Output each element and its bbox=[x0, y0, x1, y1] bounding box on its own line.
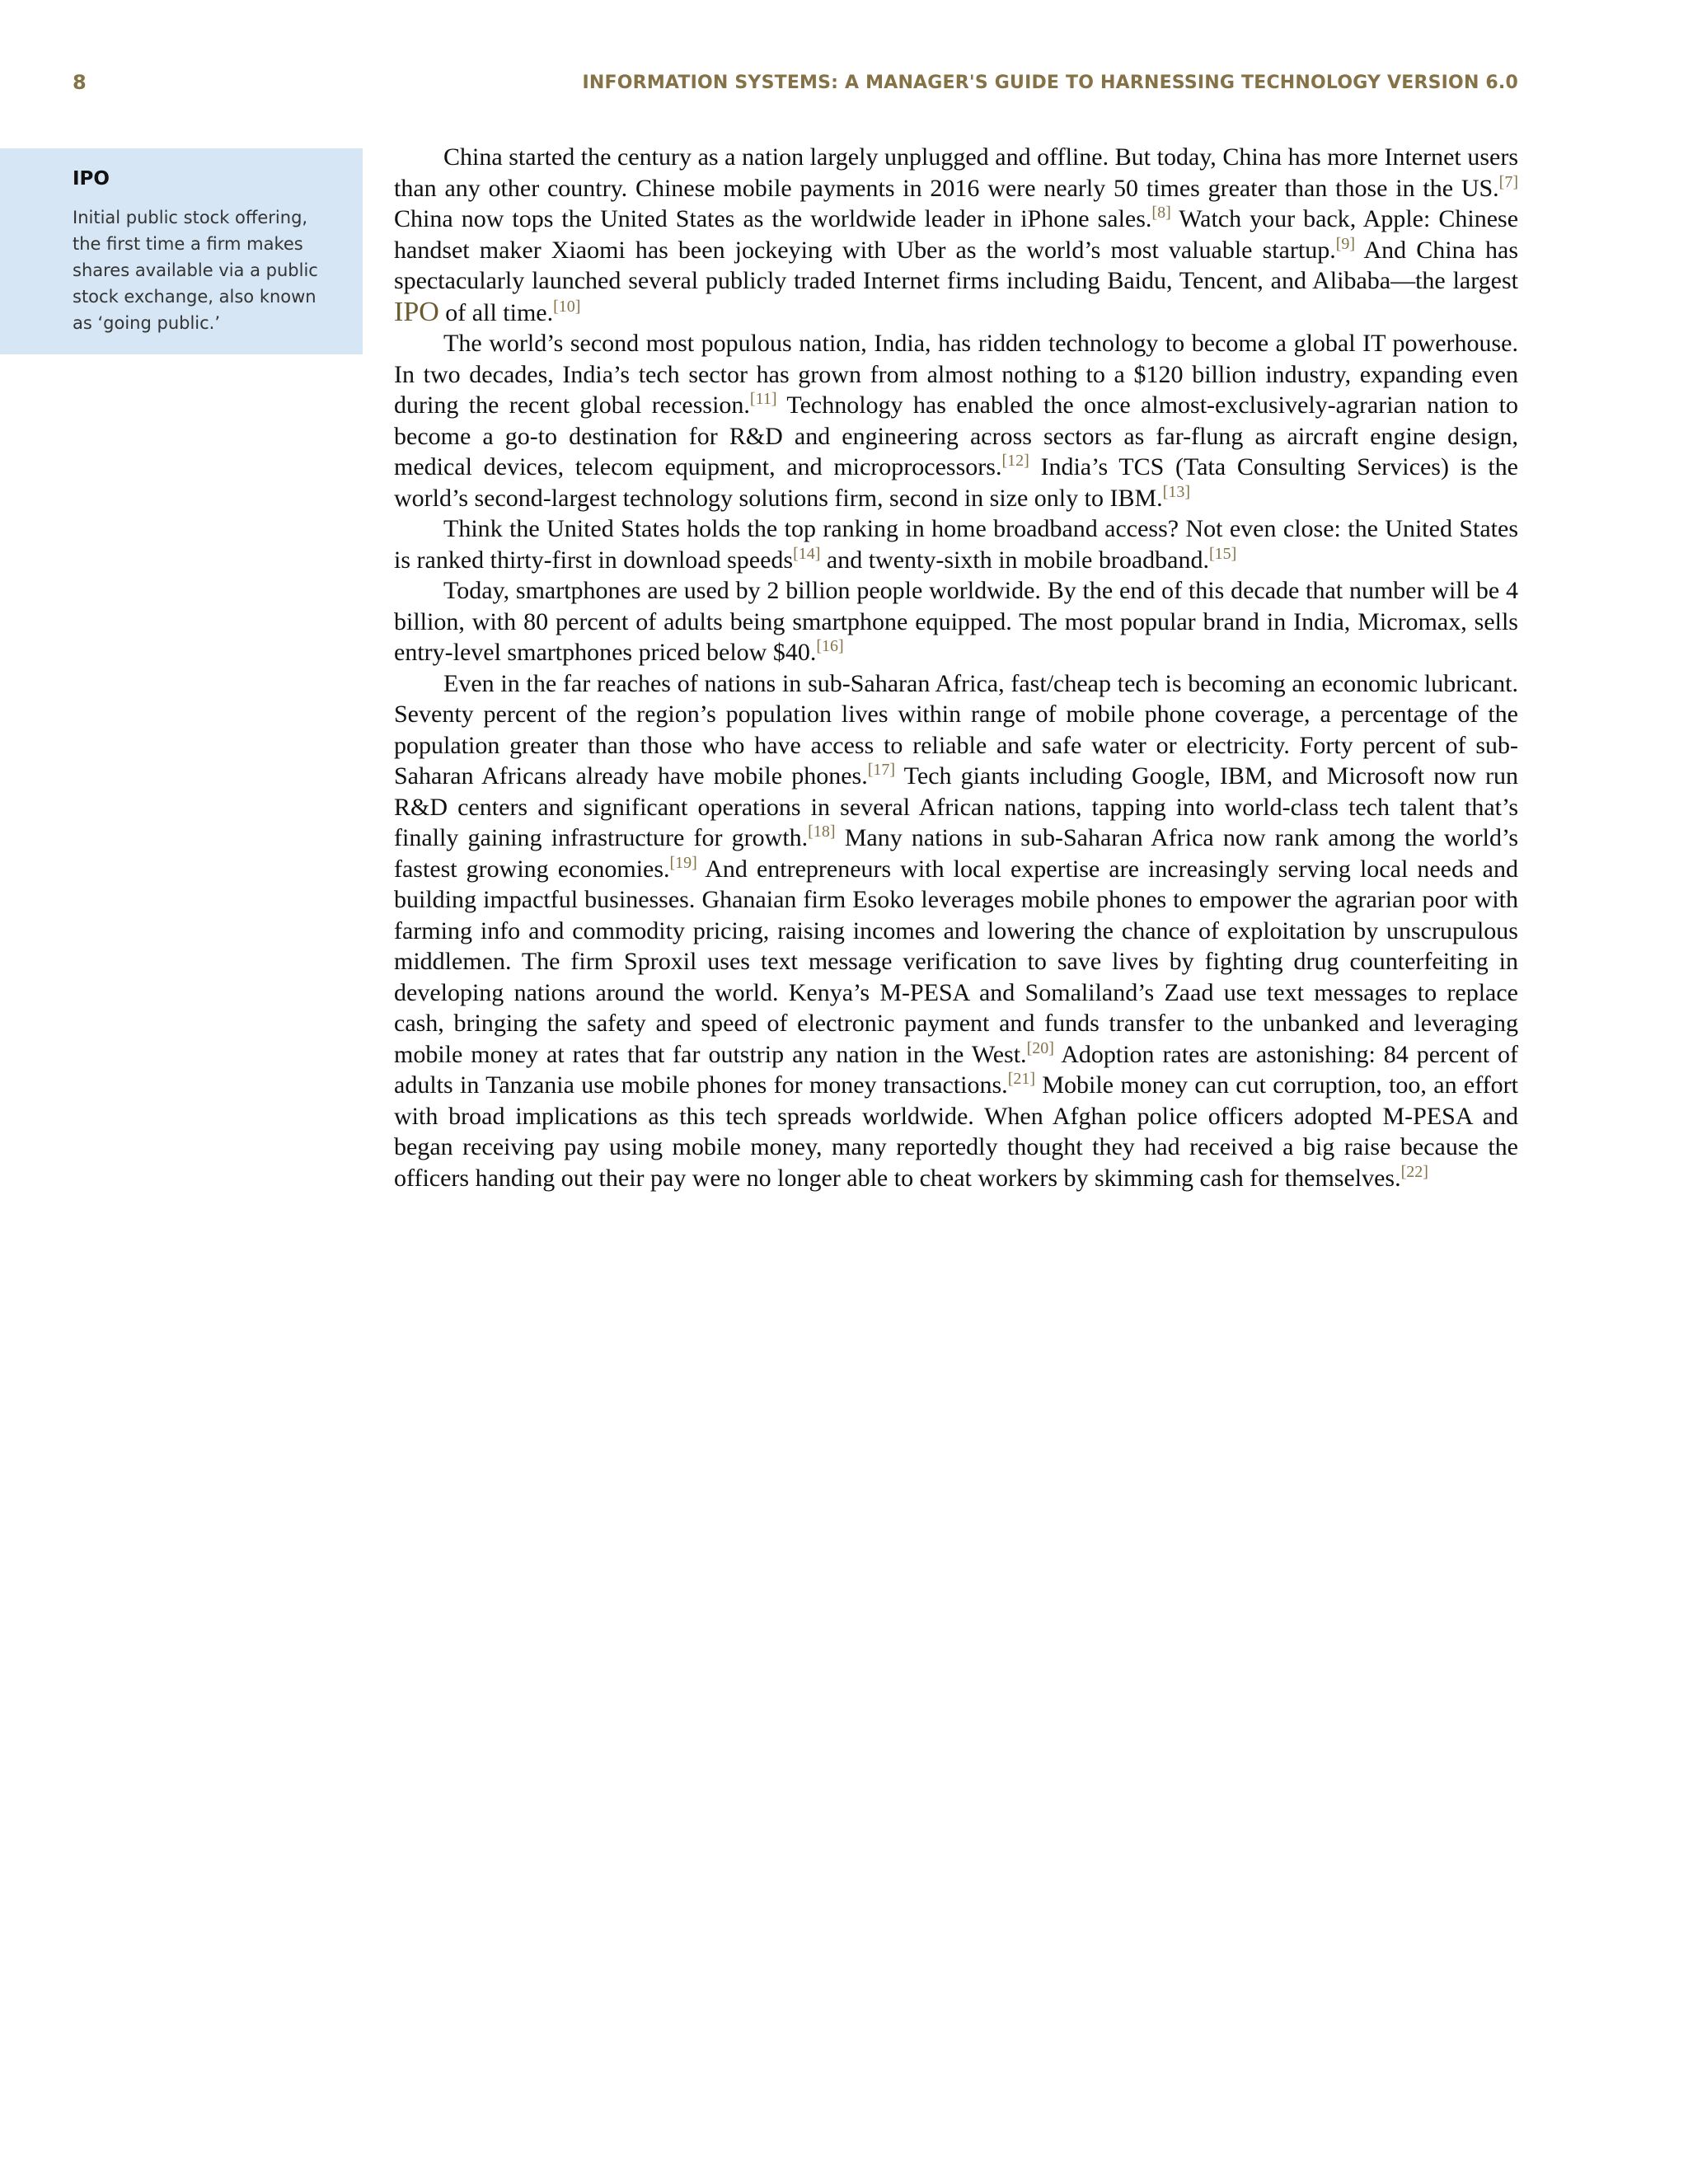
text-run: The world’s second most populous nation, India, has ridden technology to become a global IT powerhouse. In two decades, India’s tech sector has grown from almost nothing to a $120 billion industry, expanding even during the recent global recession. bbox=[394, 330, 1518, 419]
body-paragraph bbox=[394, 668, 1518, 1194]
footnote-reference[interactable]: [21] bbox=[1007, 1070, 1036, 1088]
text-run: of all time. bbox=[438, 298, 554, 326]
glossary-term-link[interactable]: IPO bbox=[394, 296, 439, 327]
footnote-reference[interactable]: [12] bbox=[1001, 452, 1029, 470]
footnote-reference[interactable]: [15] bbox=[1208, 544, 1237, 563]
footnote-reference[interactable]: [20] bbox=[1026, 1038, 1054, 1057]
body-paragraph bbox=[394, 142, 1518, 328]
body-paragraph bbox=[394, 328, 1518, 513]
footnote-reference[interactable]: [17] bbox=[867, 761, 896, 779]
text-run: and twenty-sixth in mobile broadband. bbox=[820, 546, 1209, 574]
footnote-reference[interactable]: [22] bbox=[1400, 1162, 1428, 1181]
text-run: China started the century as a nation largely unplugged and offline. But today, China has more Internet users than any other country. Chinese mobile payments in 2016 were nearly 50 times greater than those in the US. bbox=[394, 143, 1518, 202]
footnote-reference[interactable]: [19] bbox=[669, 853, 697, 872]
text-run: China now tops the United States as the worldwide leader in iPhone sales. bbox=[394, 205, 1152, 232]
footnote-reference[interactable]: [7] bbox=[1498, 172, 1518, 191]
text-run: Mobile money can cut corruption, too, an effort with broad implications as this tech spreads worldwide. When Afghan police officers adopted M-PESA and began receiving pay using mobile money, many reportedly thought they had received a big raise because the officers handing out their pay were no longer able to cheat workers by skimming cash for themselves. bbox=[394, 1071, 1518, 1192]
text-run: Tech giants including Google, IBM, and Microsoft now run R&D centers and significant operations in several African nations, tapping into world-class tech talent that’s finally gaining infrastructure for growth. bbox=[394, 762, 1519, 851]
text-run: Think the United States holds the top ranking in home broadband access? Not even close: the United States is ranked thirty-first in download speeds bbox=[394, 515, 1518, 574]
footnote-reference[interactable]: [16] bbox=[816, 637, 844, 655]
glossary-sidebar bbox=[0, 148, 363, 354]
body-paragraph bbox=[394, 513, 1518, 575]
body-text bbox=[394, 142, 1518, 1193]
text-run: India’s TCS (Tata Consulting Services) is the world’s second-largest technology solutions firm, second in size only to IBM. bbox=[394, 453, 1518, 512]
text-run: Even in the far reaches of nations in sub-Saharan Africa, fast/cheap tech is becoming an economic lubricant. Seventy percent of the region’s population lives within range of mobile phone coverage, a percentage of the population greater than those who have access to reliable and safe water or electricity. Forty percent of sub-Saharan Africans already have mobile phones. bbox=[394, 669, 1518, 790]
glossary-definition: Initial public stock offering, the first time a firm makes shares available via a public stock exchange, also known as ‘going public.’ bbox=[73, 208, 318, 333]
text-run: Technology has enabled the once almost-exclusively-agrarian nation to become a go-to destination for R&D and engineering across sectors as far-flung as aircraft engine design, medical devices, telecom equipment, and microprocessors. bbox=[394, 391, 1519, 480]
footnote-reference[interactable]: [10] bbox=[553, 297, 581, 316]
page-number: 8 bbox=[73, 71, 87, 94]
text-run: Adoption rates are astonishing: 84 percent of adults in Tanzania use mobile phones for money transactions. bbox=[394, 1040, 1519, 1099]
footnote-reference[interactable]: [9] bbox=[1335, 234, 1356, 253]
footnote-reference[interactable]: [14] bbox=[793, 544, 821, 563]
text-run: Today, smartphones are used by 2 billion people worldwide. By the end of this decade that number will be 4 billion, with 80 percent of adults being smartphone equipped. The most popular brand in India, Micromax, sells entry-level smartphones priced below $40. bbox=[394, 577, 1518, 666]
body-paragraph bbox=[394, 575, 1518, 668]
footnote-reference[interactable]: [8] bbox=[1151, 204, 1171, 222]
text-run: Watch your back, Apple: Chinese handset maker Xiaomi has been jockeying with Uber as the world’s most valuable startup. bbox=[394, 205, 1519, 264]
text-run: And China has spectacularly launched several publicly traded Internet firms including Baidu, Tencent, and Alibaba—the largest bbox=[394, 236, 1518, 294]
text-run: Many nations in sub-Saharan Africa now rank among the world’s fastest growing economies. bbox=[394, 824, 1519, 883]
footnote-reference[interactable]: [11] bbox=[749, 390, 777, 408]
footnote-reference[interactable]: [13] bbox=[1162, 482, 1190, 501]
glossary-term: IPO bbox=[73, 168, 110, 190]
footnote-reference[interactable]: [18] bbox=[808, 823, 836, 841]
text-run: And entrepreneurs with local expertise are increasingly serving local needs and building impactful businesses. Ghanaian firm Esoko leverages mobile phones to empower the agrarian poor with farming info and commodity pricing, raising incomes and lowering the chance of exploitation by unscrupulous middlemen. The firm Sproxil uses text message verification to save lives by fighting drug counterfeiting in developing nations around the world. Kenya’s M-PESA and Somaliland’s Zaad use text messages to replace cash, bringing the safety and speed of electronic payment and funds transfer to the unbanked and leveraging mobile money at rates that far outstrip any nation in the West. bbox=[394, 855, 1518, 1068]
running-header: INFORMATION SYSTEMS: A MANAGER'S GUIDE TO HARNESSING TECHNOLOGY VERSION 6.0 bbox=[582, 73, 1518, 93]
